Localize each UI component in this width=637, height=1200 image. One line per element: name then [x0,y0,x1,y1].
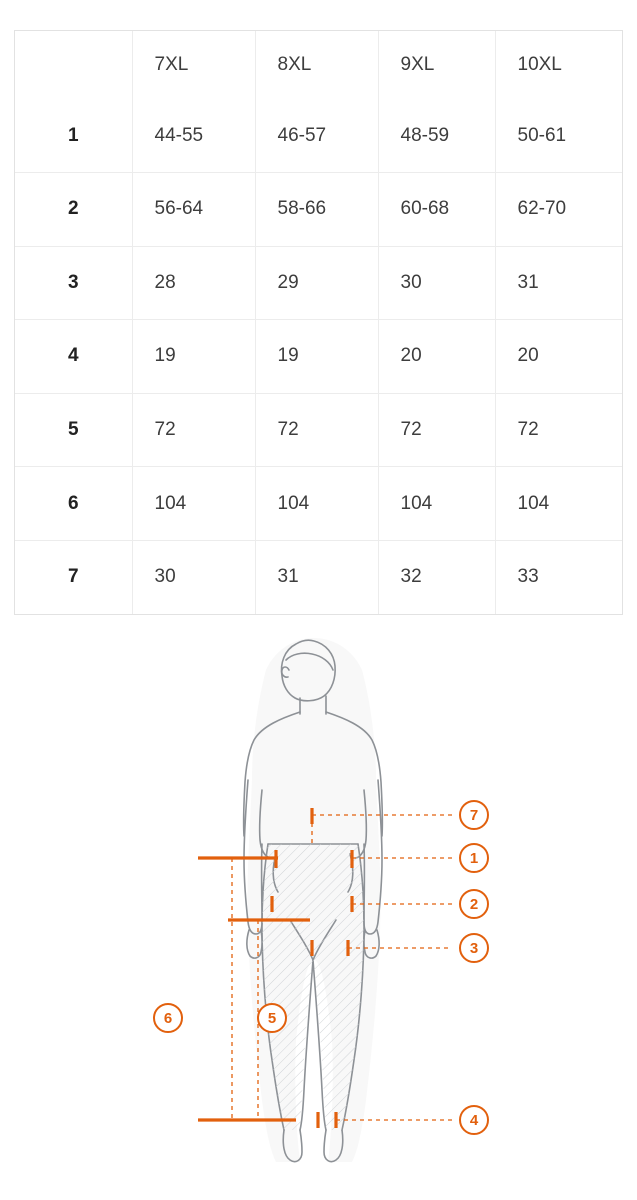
row-label-5: 5 [15,393,132,467]
marker-label-7: 7 [469,807,479,824]
marker-4 [460,1106,488,1134]
table-row [15,467,622,541]
marker-label-1: 1 [469,850,479,867]
size-table-body [15,99,622,614]
cell-4-7xl: 19 [132,320,255,394]
cell-6-7xl: 104 [132,467,255,541]
table-row [15,246,622,320]
row-label-4: 4 [15,320,132,394]
row-label-7: 7 [15,540,132,614]
row-label-2: 2 [15,173,132,247]
cell-3-10xl: 31 [495,246,622,320]
cell-7-8xl: 31 [255,540,378,614]
table-header-row [15,31,622,99]
cell-2-7xl: 56-64 [132,173,255,247]
cell-5-8xl: 72 [255,393,378,467]
row-label-6: 6 [15,467,132,541]
cell-3-7xl: 28 [132,246,255,320]
marker-5 [258,1004,286,1032]
cell-6-8xl: 104 [255,467,378,541]
column-header-8xl: 8XL [255,31,378,99]
cell-2-10xl: 62-70 [495,173,622,247]
size-table-header [15,31,622,99]
marker-label-4: 4 [469,1112,479,1129]
cell-7-9xl: 32 [378,540,495,614]
size-table [15,31,622,614]
cell-6-9xl: 104 [378,467,495,541]
column-header-10xl: 10XL [495,31,622,99]
size-table-container [14,30,623,615]
cell-3-8xl: 29 [255,246,378,320]
cell-2-9xl: 60-68 [378,173,495,247]
measurement-figure [0,630,637,1200]
column-header-7xl: 7XL [132,31,255,99]
cell-5-7xl: 72 [132,393,255,467]
table-row [15,393,622,467]
cell-1-9xl: 48-59 [378,99,495,173]
cell-3-9xl: 30 [378,246,495,320]
cell-4-9xl: 20 [378,320,495,394]
row-label-1: 1 [67,124,79,146]
cell-1-7xl: 44-55 [132,99,255,173]
cell-4-10xl: 20 [495,320,622,394]
marker-label-3: 3 [469,940,479,957]
marker-label-5: 5 [267,1010,277,1027]
cell-6-10xl: 104 [495,467,622,541]
cell-7-10xl: 33 [495,540,622,614]
marker-label-2: 2 [469,896,479,913]
cell-1-8xl: 46-57 [255,99,378,173]
marker-6 [154,1004,182,1032]
cell-2-8xl: 58-66 [255,173,378,247]
marker-7 [460,801,488,829]
cell-1-10xl: 50-61 [495,99,622,173]
column-header-9xl: 9XL [378,31,495,99]
marker-2 [460,890,488,918]
table-row [15,540,622,614]
cell-5-9xl: 72 [378,393,495,467]
marker-3 [460,934,488,962]
table-row [15,320,622,394]
marker-1 [460,844,488,872]
cell-4-8xl: 19 [255,320,378,394]
cell-5-10xl: 72 [495,393,622,467]
table-row [15,99,622,173]
marker-label-6: 6 [163,1010,173,1027]
cell-7-7xl: 30 [132,540,255,614]
table-row [15,173,622,247]
column-header-blank [15,31,132,99]
row-label-3: 3 [15,246,132,320]
